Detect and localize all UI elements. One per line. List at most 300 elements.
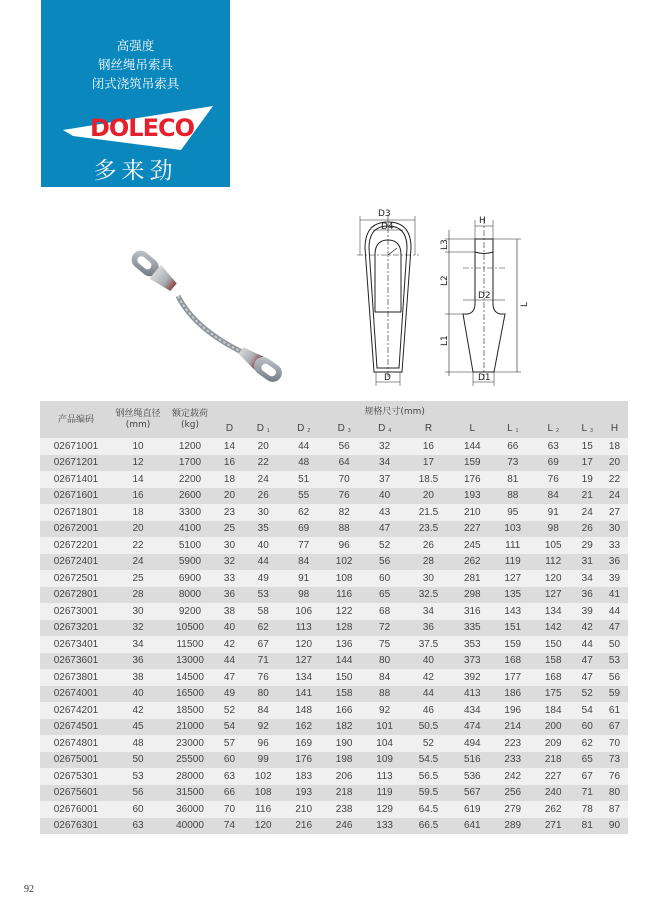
table-cell: 102 [243,768,283,785]
table-cell: 206 [324,768,364,785]
table-cell: 151 [493,620,533,637]
table-cell: 47 [364,521,404,538]
table-cell: 42 [405,669,452,686]
table-cell: 5900 [164,554,216,571]
table-cell: 02674201 [40,702,112,719]
table-cell: 44 [283,438,323,455]
brand-tagline [41,36,230,93]
table-cell: 44 [601,603,628,620]
table-cell: 168 [533,669,573,686]
table-cell: 289 [493,818,533,835]
table-cell: 28 [405,554,452,571]
table-cell: 158 [533,653,573,670]
table-cell: 33 [601,537,628,554]
table-row [40,735,628,752]
table-cell: 127 [283,653,323,670]
table-cell: 78 [573,801,601,818]
table-cell: 434 [452,702,492,719]
table-cell: 214 [493,719,533,736]
table-cell: 67 [601,719,628,736]
table-cell: 166 [324,702,364,719]
table-cell: 120 [283,636,323,653]
page-number: 92 [24,884,34,895]
table-cell: 23000 [164,735,216,752]
table-cell: 119 [493,554,533,571]
table-cell: 69 [283,521,323,538]
table-row [40,801,628,818]
table-cell: 30 [112,603,164,620]
table-cell: 32.5 [405,587,452,604]
table-cell: 50 [601,636,628,653]
table-cell: 104 [364,735,404,752]
svg-text:D2: D2 [478,291,491,301]
table-cell: 18 [216,471,243,488]
svg-text:L3: L3 [440,239,450,250]
table-cell: 80 [243,686,283,703]
table-cell: 10 [112,438,164,455]
table-cell: 76 [324,488,364,505]
table-cell: 9200 [164,603,216,620]
table-cell: 62 [573,735,601,752]
table-cell: 55 [283,488,323,505]
header-dim-R: R [405,419,452,438]
product-photo [118,236,288,386]
table-cell: 227 [452,521,492,538]
table-cell: 298 [452,587,492,604]
table-cell: 279 [493,801,533,818]
table-cell: 64.5 [405,801,452,818]
svg-text:L2: L2 [440,275,450,286]
table-cell: 48 [283,455,323,472]
table-cell: 494 [452,735,492,752]
table-cell: 53 [112,768,164,785]
table-cell: 108 [243,785,283,802]
table-cell: 62 [283,504,323,521]
table-cell: 57 [216,735,243,752]
table-cell: 54 [216,719,243,736]
table-cell: 42 [573,620,601,637]
table-cell: 60 [364,570,404,587]
table-row [40,686,628,703]
table-cell: 02671601 [40,488,112,505]
table-cell: 76 [533,471,573,488]
table-cell: 84 [283,554,323,571]
table-cell: 31500 [164,785,216,802]
table-cell: 150 [533,636,573,653]
table-cell: 122 [324,603,364,620]
table-cell: 80 [601,785,628,802]
table-cell: 98 [283,587,323,604]
table-cell: 36 [405,620,452,637]
table-cell: 120 [243,818,283,835]
table-cell: 119 [364,785,404,802]
table-cell: 16 [216,455,243,472]
table-cell: 92 [364,702,404,719]
header-dim-L: L [452,419,492,438]
table-cell: 218 [533,752,573,769]
table-cell: 353 [452,636,492,653]
table-cell: 128 [324,620,364,637]
tagline-line-3: 闭式浇筑吊索具 [91,76,180,91]
table-cell: 44 [243,554,283,571]
table-cell: 143 [493,603,533,620]
table-cell: 238 [324,801,364,818]
header-dim-D: D [216,419,243,438]
table-cell: 02676001 [40,801,112,818]
table-cell: 133 [364,818,404,835]
svg-text:L1: L1 [440,335,450,346]
table-cell: 127 [493,570,533,587]
table-cell: 64 [324,455,364,472]
header-dim-L1: L $_1$ [493,419,533,438]
table-cell: 73 [493,455,533,472]
table-cell: 30 [216,537,243,554]
table-cell: 14 [216,438,243,455]
table-cell: 60 [112,801,164,818]
table-row [40,521,628,538]
table-cell: 56.5 [405,768,452,785]
table-cell: 73 [601,752,628,769]
table-cell: 516 [452,752,492,769]
table-cell: 02672401 [40,554,112,571]
table-cell: 6900 [164,570,216,587]
table-cell: 20 [405,488,452,505]
table-cell: 116 [324,587,364,604]
table-cell: 39 [573,603,601,620]
table-cell: 392 [452,669,492,686]
table-cell: 71 [573,785,601,802]
table-cell: 209 [533,735,573,752]
header-dimensions-caption: 规格尺寸(mm) [364,401,628,419]
table-row [40,818,628,835]
table-cell: 42 [112,702,164,719]
table-cell: 16500 [164,686,216,703]
table-cell: 25 [216,521,243,538]
table-cell: 109 [364,752,404,769]
table-cell: 53 [243,587,283,604]
table-cell: 77 [283,537,323,554]
table-cell: 106 [283,603,323,620]
table-cell: 70 [324,471,364,488]
table-cell: 18 [112,504,164,521]
table-cell: 18 [601,438,628,455]
table-cell: 67 [243,636,283,653]
table-cell: 193 [452,488,492,505]
table-cell: 40000 [164,818,216,835]
table-cell: 63 [112,818,164,835]
table-cell: 84 [533,488,573,505]
table-cell: 75 [364,636,404,653]
svg-text:D: D [384,373,391,383]
table-cell: 02671401 [40,471,112,488]
table-cell: 1700 [164,455,216,472]
table-cell: 316 [452,603,492,620]
table-cell: 20 [243,438,283,455]
table-cell: 144 [452,438,492,455]
table-cell: 30 [243,504,283,521]
table-cell: 190 [324,735,364,752]
table-cell: 60 [573,719,601,736]
table-cell: 113 [364,768,404,785]
table-cell: 262 [452,554,492,571]
table-cell: 92 [243,719,283,736]
table-cell: 34 [405,603,452,620]
table-cell: 65 [573,752,601,769]
table-cell: 99 [243,752,283,769]
table-cell: 127 [533,587,573,604]
table-cell: 13000 [164,653,216,670]
table-cell: 28000 [164,768,216,785]
table-cell: 256 [493,785,533,802]
table-cell: 47 [573,669,601,686]
table-cell: 23.5 [405,521,452,538]
table-cell: 27 [601,504,628,521]
table-row [40,438,628,455]
table-cell: 36 [112,653,164,670]
table-cell: 02674501 [40,719,112,736]
table-cell: 26 [573,521,601,538]
table-cell: 200 [533,719,573,736]
table-cell: 02675301 [40,768,112,785]
doleco-logo [63,106,213,150]
table-cell: 36 [601,554,628,571]
table-header-row [40,401,628,419]
table-cell: 112 [533,554,573,571]
table-cell: 641 [452,818,492,835]
brand-banner [41,0,230,187]
table-cell: 183 [283,768,323,785]
table-cell: 44 [573,636,601,653]
table-cell: 373 [452,653,492,670]
table-cell: 134 [533,603,573,620]
table-cell: 48 [112,735,164,752]
table-cell: 58 [243,603,283,620]
table-row [40,669,628,686]
table-cell: 182 [324,719,364,736]
table-cell: 413 [452,686,492,703]
table-cell: 148 [283,702,323,719]
table-cell: 02671201 [40,455,112,472]
table-cell: 24 [112,554,164,571]
table-row [40,620,628,637]
table-row [40,653,628,670]
table-cell: 242 [493,768,533,785]
table-cell: 54.5 [405,752,452,769]
table-cell: 37.5 [405,636,452,653]
table-cell: 20 [112,521,164,538]
table-cell: 136 [324,636,364,653]
header-dim-D1: D $_1$ [243,419,283,438]
table-cell: 47 [601,620,628,637]
table-cell: 17 [573,455,601,472]
table-cell: 186 [493,686,533,703]
table-cell: 142 [533,620,573,637]
table-cell: 108 [324,570,364,587]
table-cell: 24 [573,504,601,521]
table-cell: 98 [533,521,573,538]
table-cell: 56 [601,669,628,686]
table-cell: 35 [243,521,283,538]
table-cell: 19 [573,471,601,488]
header-dim-L2: L $_2$ [533,419,573,438]
table-cell: 82 [324,504,364,521]
table-cell: 52 [405,735,452,752]
table-cell: 81 [493,471,533,488]
table-cell: 66.5 [405,818,452,835]
svg-text:D3: D3 [378,209,391,219]
table-cell: 47 [216,669,243,686]
header-rope-diameter: 钢丝绳直径 (mm) [112,401,164,438]
table-cell: 02672001 [40,521,112,538]
table-cell: 84 [243,702,283,719]
header-product-code: 产品编码 [40,401,112,438]
table-cell: 37 [364,471,404,488]
table-cell: 56 [324,438,364,455]
table-cell: 184 [533,702,573,719]
table-cell: 47 [573,653,601,670]
table-row [40,785,628,802]
table-cell: 20 [601,455,628,472]
table-cell: 69 [533,455,573,472]
table-cell: 02673601 [40,653,112,670]
table-row [40,702,628,719]
table-cell: 335 [452,620,492,637]
table-cell: 245 [452,537,492,554]
table-cell: 40 [243,537,283,554]
table-cell: 227 [533,768,573,785]
wire-rope-sling-icon [118,236,288,386]
table-cell: 38 [216,603,243,620]
table-cell: 91 [533,504,573,521]
table-cell: 12 [112,455,164,472]
table-cell: 70 [601,735,628,752]
table-cell: 81 [573,818,601,835]
table-cell: 246 [324,818,364,835]
table-cell: 56 [364,554,404,571]
table-cell: 67 [573,768,601,785]
table-cell: 210 [452,504,492,521]
table-cell: 4100 [164,521,216,538]
table-cell: 96 [243,735,283,752]
table-cell: 02674001 [40,686,112,703]
table-cell: 105 [533,537,573,554]
table-cell: 32 [216,554,243,571]
table-cell: 02673201 [40,620,112,637]
table-cell: 31 [573,554,601,571]
table-cell: 70 [216,801,243,818]
table-cell: 14 [112,471,164,488]
table-cell: 168 [493,653,533,670]
table-cell: 176 [452,471,492,488]
table-cell: 91 [283,570,323,587]
table-cell: 61 [601,702,628,719]
table-cell: 02673801 [40,669,112,686]
table-cell: 281 [452,570,492,587]
table-cell: 49 [243,570,283,587]
table-cell: 32 [112,620,164,637]
table-cell: 84 [364,669,404,686]
table-cell: 66 [493,438,533,455]
header-dim-L3: L $_3$ [573,419,601,438]
table-cell: 46 [405,702,452,719]
table-row [40,636,628,653]
table-cell: 40 [364,488,404,505]
table-row [40,504,628,521]
table-cell: 210 [283,801,323,818]
table-row [40,537,628,554]
table-cell: 63 [216,768,243,785]
table-cell: 02675001 [40,752,112,769]
table-cell: 567 [452,785,492,802]
table-cell: 59.5 [405,785,452,802]
table-cell: 52 [573,686,601,703]
table-row [40,768,628,785]
table-cell: 18.5 [405,471,452,488]
table-cell: 141 [283,686,323,703]
table-cell: 36000 [164,801,216,818]
table-cell: 134 [283,669,323,686]
table-cell: 30 [405,570,452,587]
table-row [40,554,628,571]
table-cell: 536 [452,768,492,785]
table-cell: 87 [601,801,628,818]
table-cell: 20 [216,488,243,505]
table-cell: 150 [324,669,364,686]
table-cell: 28 [112,587,164,604]
table-cell: 44 [405,686,452,703]
table-cell: 10500 [164,620,216,637]
table-cell: 88 [324,521,364,538]
table-cell: 30 [601,521,628,538]
table-cell: 8000 [164,587,216,604]
table-cell: 223 [493,735,533,752]
table-row [40,603,628,620]
table-cell: 80 [364,653,404,670]
table-row [40,587,628,604]
table-cell: 72 [364,620,404,637]
table-cell: 34 [573,570,601,587]
table-cell: 144 [324,653,364,670]
table-cell: 474 [452,719,492,736]
table-body [40,438,628,834]
table-cell: 120 [533,570,573,587]
svg-text:H: H [479,216,486,226]
table-cell: 22 [601,471,628,488]
header-dim-D4: D $_4$ [364,419,404,438]
table-cell: 262 [533,801,573,818]
table-cell: 24 [601,488,628,505]
table-cell: 159 [452,455,492,472]
table-cell: 198 [324,752,364,769]
table-cell: 59 [601,686,628,703]
table-cell: 25500 [164,752,216,769]
table-cell: 02671001 [40,438,112,455]
table-row [40,471,628,488]
table-cell: 60 [216,752,243,769]
table-cell: 88 [493,488,533,505]
table-cell: 02672801 [40,587,112,604]
table-cell: 50 [112,752,164,769]
table-cell: 52 [216,702,243,719]
brand-chinese-name: 多来劲 [93,158,178,184]
table-cell: 52 [364,537,404,554]
table-cell: 111 [493,537,533,554]
table-cell: 21.5 [405,504,452,521]
table-cell: 02672501 [40,570,112,587]
table-cell: 113 [283,620,323,637]
table-cell: 2200 [164,471,216,488]
table-cell: 177 [493,669,533,686]
